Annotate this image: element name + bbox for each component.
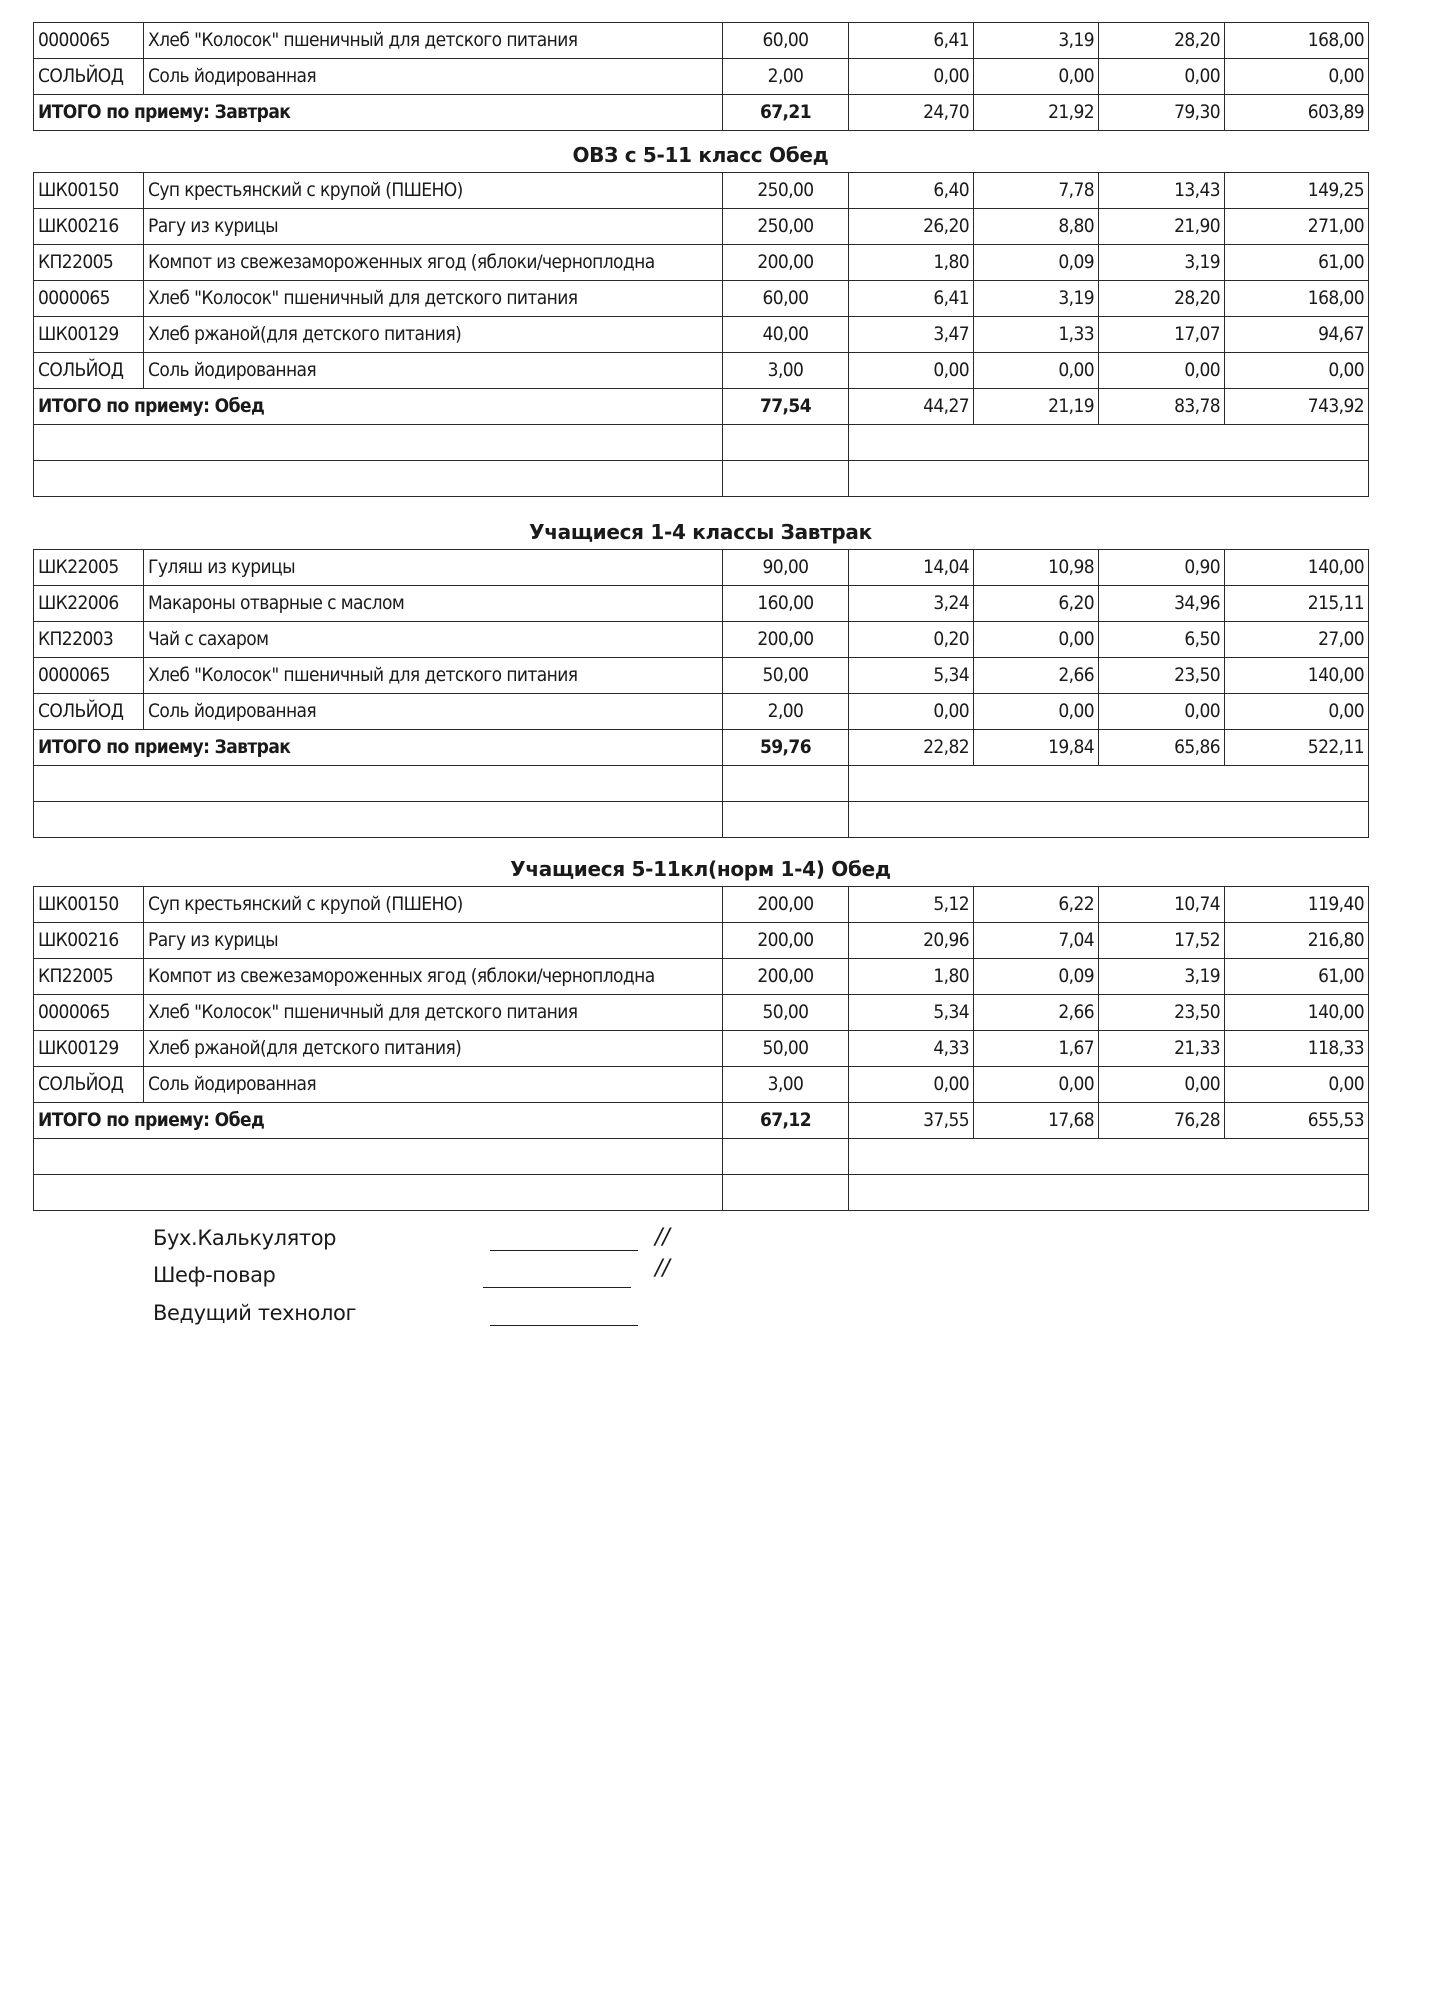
item-value-3: 0,90 bbox=[1099, 550, 1225, 586]
empty-row bbox=[34, 461, 1369, 497]
section-0-table bbox=[33, 22, 1369, 131]
total-value-2: 19,84 bbox=[974, 730, 1099, 766]
total-weight: 59,76 bbox=[723, 730, 849, 766]
item-name: Хлеб "Колосок" пшеничный для детского питания bbox=[144, 281, 723, 317]
signature-line[interactable] bbox=[490, 1325, 638, 1326]
item-value-4: 216,80 bbox=[1225, 923, 1369, 959]
item-value-3: 21,33 bbox=[1099, 1031, 1225, 1067]
empty-row bbox=[34, 425, 1369, 461]
item-value-2: 2,66 bbox=[974, 995, 1099, 1031]
item-value-3: 21,90 bbox=[1099, 209, 1225, 245]
item-value-2: 0,00 bbox=[974, 353, 1099, 389]
item-value-3: 0,00 bbox=[1099, 694, 1225, 730]
item-value-1: 6,41 bbox=[849, 23, 974, 59]
item-name: Хлеб ржаной(для детского питания) bbox=[144, 1031, 723, 1067]
item-weight: 60,00 bbox=[723, 23, 849, 59]
item-value-2: 1,33 bbox=[974, 317, 1099, 353]
item-value-3: 3,19 bbox=[1099, 959, 1225, 995]
section-title: Учащиеся 1-4 классы Завтрак bbox=[529, 520, 872, 544]
item-value-1: 26,20 bbox=[849, 209, 974, 245]
item-value-1: 5,34 bbox=[849, 658, 974, 694]
item-code: 0000065 bbox=[34, 995, 144, 1031]
item-value-1: 3,24 bbox=[849, 586, 974, 622]
item-weight: 200,00 bbox=[723, 959, 849, 995]
empty-cell bbox=[34, 1139, 723, 1175]
item-value-2: 8,80 bbox=[974, 209, 1099, 245]
empty-cell bbox=[849, 1175, 1369, 1211]
empty-cell bbox=[34, 425, 723, 461]
item-value-2: 6,22 bbox=[974, 887, 1099, 923]
table-row bbox=[34, 281, 1369, 317]
item-value-3: 13,43 bbox=[1099, 173, 1225, 209]
table-row bbox=[34, 995, 1369, 1031]
item-value-1: 0,20 bbox=[849, 622, 974, 658]
item-value-2: 2,66 bbox=[974, 658, 1099, 694]
table-row bbox=[34, 887, 1369, 923]
total-label: ИТОГО по приему: Завтрак bbox=[34, 95, 723, 131]
item-value-2: 10,98 bbox=[974, 550, 1099, 586]
table-row bbox=[34, 694, 1369, 730]
total-weight: 77,54 bbox=[723, 389, 849, 425]
total-value-3: 76,28 bbox=[1099, 1103, 1225, 1139]
section-2-table bbox=[33, 549, 1369, 838]
item-weight: 40,00 bbox=[723, 317, 849, 353]
table-row bbox=[34, 317, 1369, 353]
item-value-2: 0,00 bbox=[974, 694, 1099, 730]
item-value-2: 0,00 bbox=[974, 622, 1099, 658]
item-value-2: 6,20 bbox=[974, 586, 1099, 622]
empty-cell bbox=[34, 766, 723, 802]
item-code: КП22005 bbox=[34, 245, 144, 281]
item-code: 0000065 bbox=[34, 23, 144, 59]
item-value-4: 119,40 bbox=[1225, 887, 1369, 923]
total-value-2: 21,92 bbox=[974, 95, 1099, 131]
item-name: Гуляш из курицы bbox=[144, 550, 723, 586]
item-name: Чай с сахаром bbox=[144, 622, 723, 658]
item-name: Хлеб "Колосок" пшеничный для детского питания bbox=[144, 23, 723, 59]
total-value-1: 22,82 bbox=[849, 730, 974, 766]
item-value-2: 7,78 bbox=[974, 173, 1099, 209]
item-name: Хлеб ржаной(для детского питания) bbox=[144, 317, 723, 353]
item-code: ШК00129 bbox=[34, 317, 144, 353]
item-value-3: 3,19 bbox=[1099, 245, 1225, 281]
signature-slashes: // bbox=[655, 1225, 670, 1250]
item-value-3: 17,07 bbox=[1099, 317, 1225, 353]
total-value-4: 655,53 bbox=[1225, 1103, 1369, 1139]
total-value-3: 65,86 bbox=[1099, 730, 1225, 766]
total-value-3: 79,30 bbox=[1099, 95, 1225, 131]
item-value-2: 0,09 bbox=[974, 245, 1099, 281]
item-value-3: 34,96 bbox=[1099, 586, 1225, 622]
item-value-4: 118,33 bbox=[1225, 1031, 1369, 1067]
item-value-2: 0,00 bbox=[974, 59, 1099, 95]
item-code: ШК00150 bbox=[34, 887, 144, 923]
item-name: Хлеб "Колосок" пшеничный для детского питания bbox=[144, 995, 723, 1031]
table-row bbox=[34, 59, 1369, 95]
signature-line[interactable] bbox=[483, 1287, 631, 1288]
item-value-4: 140,00 bbox=[1225, 550, 1369, 586]
total-label: ИТОГО по приему: Обед bbox=[34, 1103, 723, 1139]
empty-cell bbox=[723, 1139, 849, 1175]
empty-cell bbox=[34, 1175, 723, 1211]
item-value-4: 94,67 bbox=[1225, 317, 1369, 353]
table-row bbox=[34, 245, 1369, 281]
item-value-2: 3,19 bbox=[974, 281, 1099, 317]
empty-row bbox=[34, 766, 1369, 802]
item-value-4: 215,11 bbox=[1225, 586, 1369, 622]
item-value-3: 17,52 bbox=[1099, 923, 1225, 959]
item-value-4: 168,00 bbox=[1225, 23, 1369, 59]
empty-cell bbox=[849, 1139, 1369, 1175]
total-value-1: 44,27 bbox=[849, 389, 974, 425]
item-value-1: 20,96 bbox=[849, 923, 974, 959]
item-weight: 250,00 bbox=[723, 173, 849, 209]
item-value-4: 271,00 bbox=[1225, 209, 1369, 245]
signature-role: Бух.Калькулятор bbox=[153, 1226, 337, 1250]
item-name: Компот из свежезамороженных ягод (яблоки/черноплодна bbox=[144, 959, 723, 995]
item-value-1: 4,33 bbox=[849, 1031, 974, 1067]
item-code: 0000065 bbox=[34, 281, 144, 317]
empty-row bbox=[34, 802, 1369, 838]
item-value-4: 0,00 bbox=[1225, 59, 1369, 95]
item-weight: 200,00 bbox=[723, 923, 849, 959]
item-weight: 2,00 bbox=[723, 59, 849, 95]
item-name: Суп крестьянский с крупой (ПШЕНО) bbox=[144, 173, 723, 209]
item-value-3: 6,50 bbox=[1099, 622, 1225, 658]
item-value-1: 5,12 bbox=[849, 887, 974, 923]
item-weight: 3,00 bbox=[723, 353, 849, 389]
empty-cell bbox=[723, 1175, 849, 1211]
item-code: ШК22005 bbox=[34, 550, 144, 586]
table-row bbox=[34, 586, 1369, 622]
item-value-4: 0,00 bbox=[1225, 1067, 1369, 1103]
item-value-2: 0,09 bbox=[974, 959, 1099, 995]
total-row bbox=[34, 389, 1369, 425]
item-weight: 250,00 bbox=[723, 209, 849, 245]
table-row bbox=[34, 1031, 1369, 1067]
item-weight: 3,00 bbox=[723, 1067, 849, 1103]
table-row bbox=[34, 658, 1369, 694]
item-code: СОЛЬЙОД bbox=[34, 1067, 144, 1103]
total-value-4: 603,89 bbox=[1225, 95, 1369, 131]
item-value-1: 0,00 bbox=[849, 694, 974, 730]
item-value-1: 6,41 bbox=[849, 281, 974, 317]
item-value-1: 0,00 bbox=[849, 1067, 974, 1103]
item-value-1: 14,04 bbox=[849, 550, 974, 586]
section-3-table bbox=[33, 886, 1369, 1211]
total-row bbox=[34, 95, 1369, 131]
total-row bbox=[34, 730, 1369, 766]
item-code: ШК00129 bbox=[34, 1031, 144, 1067]
item-weight: 50,00 bbox=[723, 658, 849, 694]
item-value-4: 140,00 bbox=[1225, 658, 1369, 694]
item-value-3: 0,00 bbox=[1099, 1067, 1225, 1103]
table-row bbox=[34, 622, 1369, 658]
section-title: Учащиеся 5-11кл(норм 1-4) Обед bbox=[510, 857, 891, 881]
item-value-2: 3,19 bbox=[974, 23, 1099, 59]
item-name: Рагу из курицы bbox=[144, 209, 723, 245]
item-value-1: 5,34 bbox=[849, 995, 974, 1031]
item-value-4: 149,25 bbox=[1225, 173, 1369, 209]
item-code: КП22005 bbox=[34, 959, 144, 995]
total-value-1: 24,70 bbox=[849, 95, 974, 131]
total-row bbox=[34, 1103, 1369, 1139]
section-title: ОВЗ с 5-11 класс Обед bbox=[572, 143, 829, 167]
item-name: Суп крестьянский с крупой (ПШЕНО) bbox=[144, 887, 723, 923]
item-code: 0000065 bbox=[34, 658, 144, 694]
empty-cell bbox=[34, 461, 723, 497]
section-1-table bbox=[33, 172, 1369, 497]
item-weight: 60,00 bbox=[723, 281, 849, 317]
item-value-4: 0,00 bbox=[1225, 694, 1369, 730]
table-row bbox=[34, 209, 1369, 245]
item-name: Хлеб "Колосок" пшеничный для детского питания bbox=[144, 658, 723, 694]
item-value-4: 140,00 bbox=[1225, 995, 1369, 1031]
item-name: Соль йодированная bbox=[144, 1067, 723, 1103]
item-code: ШК00216 bbox=[34, 209, 144, 245]
total-value-2: 17,68 bbox=[974, 1103, 1099, 1139]
item-value-4: 0,00 bbox=[1225, 353, 1369, 389]
total-label: ИТОГО по приему: Обед bbox=[34, 389, 723, 425]
item-value-1: 0,00 bbox=[849, 59, 974, 95]
item-value-4: 61,00 bbox=[1225, 245, 1369, 281]
total-value-1: 37,55 bbox=[849, 1103, 974, 1139]
item-value-3: 28,20 bbox=[1099, 23, 1225, 59]
item-weight: 50,00 bbox=[723, 1031, 849, 1067]
item-value-2: 0,00 bbox=[974, 1067, 1099, 1103]
item-value-3: 10,74 bbox=[1099, 887, 1225, 923]
total-value-3: 83,78 bbox=[1099, 389, 1225, 425]
item-code: СОЛЬЙОД bbox=[34, 353, 144, 389]
signature-role: Ведущий технолог bbox=[153, 1301, 357, 1325]
item-name: Рагу из курицы bbox=[144, 923, 723, 959]
table-row bbox=[34, 353, 1369, 389]
item-value-1: 6,40 bbox=[849, 173, 974, 209]
item-value-3: 23,50 bbox=[1099, 995, 1225, 1031]
signature-slashes: // bbox=[655, 1256, 670, 1281]
item-code: СОЛЬЙОД bbox=[34, 59, 144, 95]
item-code: ШК22006 bbox=[34, 586, 144, 622]
item-code: ШК00150 bbox=[34, 173, 144, 209]
signature-line[interactable] bbox=[490, 1250, 638, 1251]
item-weight: 200,00 bbox=[723, 245, 849, 281]
item-code: КП22003 bbox=[34, 622, 144, 658]
item-name: Соль йодированная bbox=[144, 694, 723, 730]
item-value-4: 61,00 bbox=[1225, 959, 1369, 995]
empty-cell bbox=[723, 425, 849, 461]
empty-cell bbox=[723, 461, 849, 497]
item-weight: 200,00 bbox=[723, 887, 849, 923]
item-weight: 160,00 bbox=[723, 586, 849, 622]
item-value-1: 1,80 bbox=[849, 959, 974, 995]
item-name: Соль йодированная bbox=[144, 353, 723, 389]
item-value-1: 1,80 bbox=[849, 245, 974, 281]
item-value-2: 1,67 bbox=[974, 1031, 1099, 1067]
table-row bbox=[34, 959, 1369, 995]
item-value-3: 0,00 bbox=[1099, 353, 1225, 389]
total-weight: 67,21 bbox=[723, 95, 849, 131]
item-value-1: 0,00 bbox=[849, 353, 974, 389]
empty-cell bbox=[723, 802, 849, 838]
table-row bbox=[34, 550, 1369, 586]
item-weight: 50,00 bbox=[723, 995, 849, 1031]
empty-cell bbox=[34, 802, 723, 838]
table-row bbox=[34, 923, 1369, 959]
total-value-4: 743,92 bbox=[1225, 389, 1369, 425]
total-label: ИТОГО по приему: Завтрак bbox=[34, 730, 723, 766]
total-value-2: 21,19 bbox=[974, 389, 1099, 425]
item-value-2: 7,04 bbox=[974, 923, 1099, 959]
item-value-4: 168,00 bbox=[1225, 281, 1369, 317]
empty-cell bbox=[849, 425, 1369, 461]
item-name: Компот из свежезамороженных ягод (яблоки/черноплодна bbox=[144, 245, 723, 281]
table-row bbox=[34, 23, 1369, 59]
signature-role: Шеф-повар bbox=[153, 1263, 276, 1287]
item-value-4: 27,00 bbox=[1225, 622, 1369, 658]
item-value-3: 0,00 bbox=[1099, 59, 1225, 95]
item-code: ШК00216 bbox=[34, 923, 144, 959]
item-code: СОЛЬЙОД bbox=[34, 694, 144, 730]
item-value-1: 3,47 bbox=[849, 317, 974, 353]
table-row bbox=[34, 1067, 1369, 1103]
total-value-4: 522,11 bbox=[1225, 730, 1369, 766]
item-weight: 2,00 bbox=[723, 694, 849, 730]
table-row bbox=[34, 173, 1369, 209]
item-weight: 90,00 bbox=[723, 550, 849, 586]
total-weight: 67,12 bbox=[723, 1103, 849, 1139]
empty-cell bbox=[849, 802, 1369, 838]
item-name: Макароны отварные с маслом bbox=[144, 586, 723, 622]
item-name: Соль йодированная bbox=[144, 59, 723, 95]
empty-cell bbox=[723, 766, 849, 802]
empty-row bbox=[34, 1175, 1369, 1211]
empty-cell bbox=[849, 766, 1369, 802]
empty-cell bbox=[849, 461, 1369, 497]
item-value-3: 23,50 bbox=[1099, 658, 1225, 694]
empty-row bbox=[34, 1139, 1369, 1175]
item-value-3: 28,20 bbox=[1099, 281, 1225, 317]
item-weight: 200,00 bbox=[723, 622, 849, 658]
